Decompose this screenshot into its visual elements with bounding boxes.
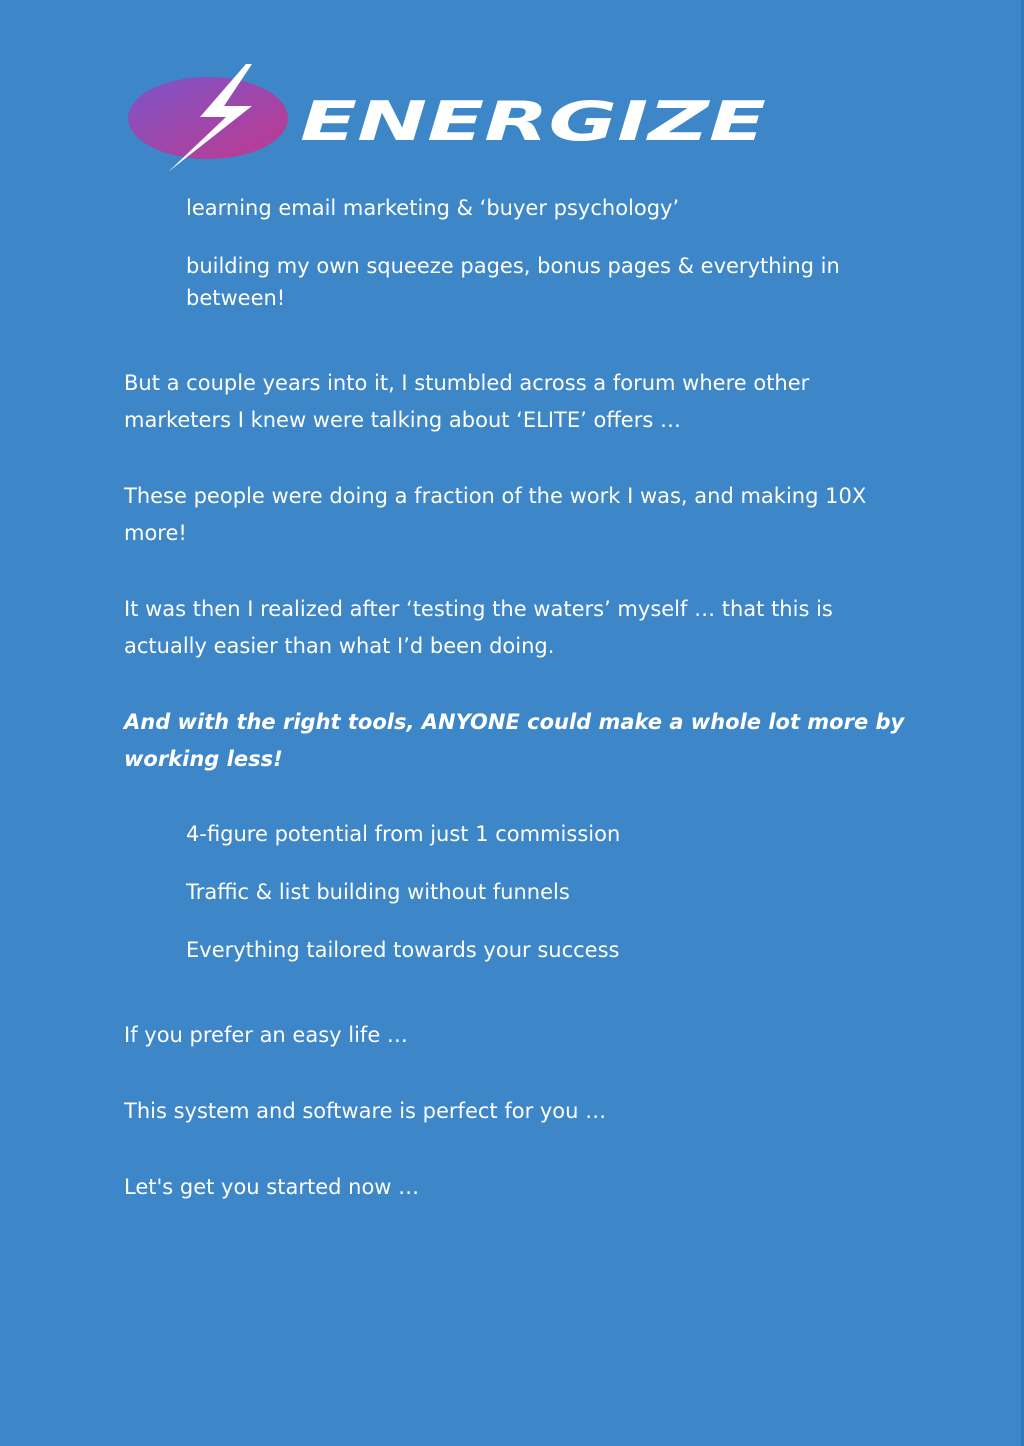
logo-badge [128, 77, 288, 159]
paragraph: Let's get you started now … [124, 1175, 420, 1199]
paragraph: These people were doing a fraction of the work I was, and making 10X more! [124, 484, 867, 545]
logo-graphic [128, 62, 778, 174]
paragraph: This system and software is perfect for you … [124, 1099, 607, 1123]
list-item: 4-figure potential from just 1 commission [186, 822, 621, 846]
paragraph: But a couple years into it, I stumbled across a forum where other marketers I knew were talking about ‘ELITE’ offers … [124, 371, 810, 432]
bullet-list-mid [186, 818, 906, 966]
logo-wordmark: ENERGIZE [300, 90, 767, 153]
energize-logo [128, 62, 778, 174]
bullet-list-top [186, 192, 906, 314]
list-item: building my own squeeze pages, bonus pages & everything in between! [186, 254, 840, 310]
emphasis-paragraph: And with the right tools, ANYONE could make a whole lot more by working less! [124, 710, 905, 771]
paragraph: If you prefer an easy life … [124, 1023, 408, 1047]
paragraph: It was then I realized after ‘testing the waters’ myself … that this is actually easier than what I’d been doing. [124, 597, 833, 658]
list-item: Everything tailored towards your success [186, 938, 620, 962]
list-item: Traffic & list building without funnels [186, 880, 570, 904]
list-item: learning email marketing & ‘buyer psychology’ [186, 196, 680, 220]
